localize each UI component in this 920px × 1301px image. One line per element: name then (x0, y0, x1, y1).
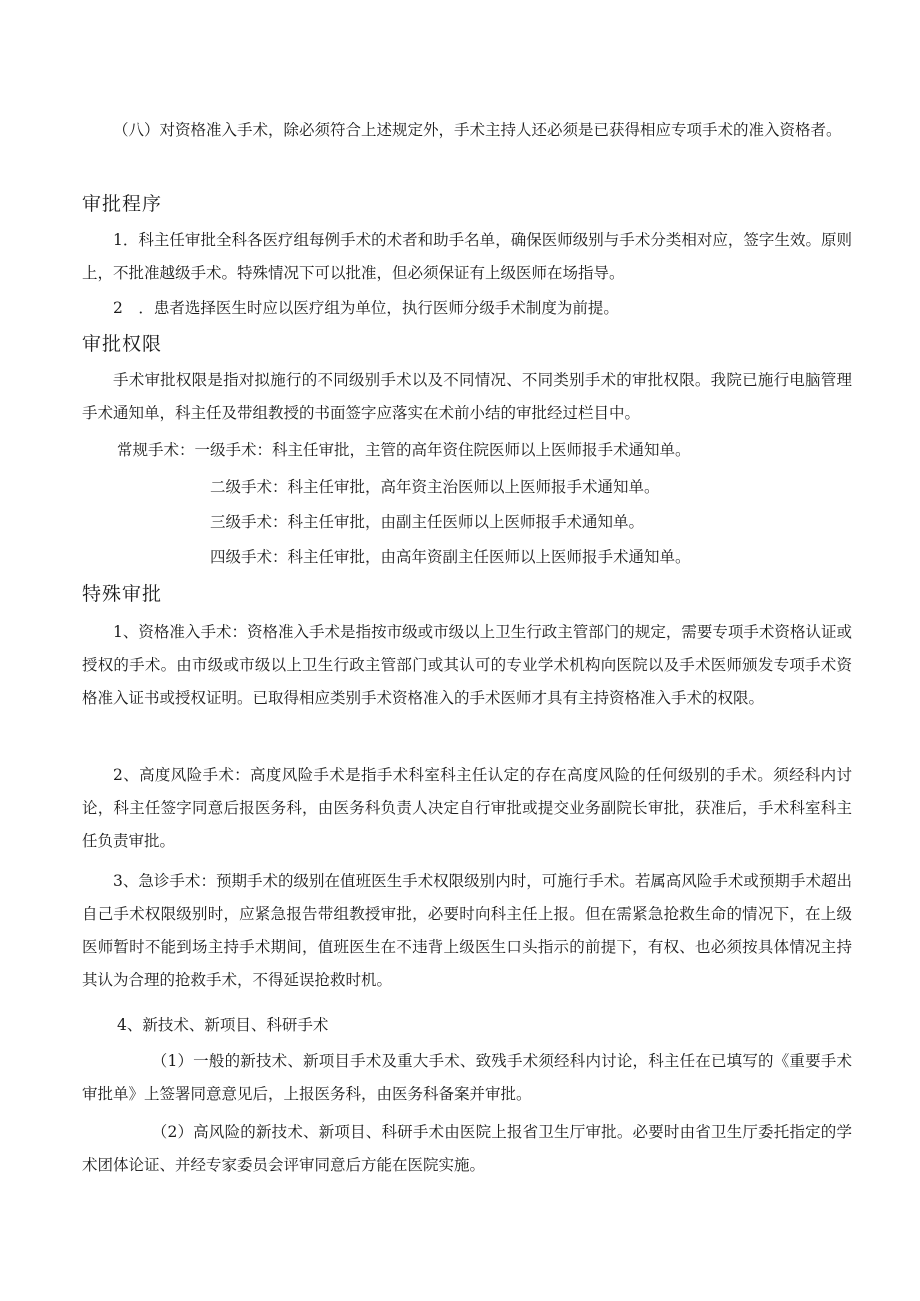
level-2-surgery: 二级手术：科主任审批，高年资主治医师以上医师报手术通知单。 (210, 478, 660, 496)
special-item-4-title: 4、新技术、新项目、科研手术 (117, 1016, 329, 1034)
special-item-4-sub-2: （2）高风险的新技术、新项目、科研手术由医院上报省卫生厅审批。必要时由省卫生厅委托指定的学术团体论证、并经专家委员会评审同意后方能在医院实施。 (82, 1123, 852, 1174)
special-item-3: 3、急诊手术：预期手术的级别在值班医生手术权限级别内时，可施行手术。若属高风险手术或预期手术超出自己手术权限级别时，应紧急报告带组教授审批，必要时向科主任上报。但在需紧急抢救生命的情况下，在上级医师暂时不能到场主持手术期间，值班医生在不违背上级医生口头指示的前提下，有权、也必须按具体情况主持其认为合理的抢救手术，不得延误抢救时机。 (82, 872, 852, 989)
routine-label: 常规手术： (117, 441, 195, 459)
level-4-surgery: 四级手术：科主任审批，由高年资副主任医师以上医师报手术通知单。 (210, 548, 691, 566)
heading-special-approval: 特殊审批 (82, 583, 163, 605)
special-item-4-sub-1: （1）一般的新技术、新项目手术及重大手术、致残手术须经科内讨论，科主任在已填写的《重要手术审批单》上签署同意意见后，上报医务科，由医务科备案并审批。 (82, 1052, 852, 1103)
heading-approval-authority: 审批权限 (82, 333, 163, 355)
level-1-surgery: 一级手术：科主任审批，主管的高年资住院医师以上医师报手术通知单。 (194, 441, 691, 459)
heading-approval-procedure: 审批程序 (82, 193, 163, 215)
authority-paragraph: 手术审批权限是指对拟施行的不同级别手术以及不同情况、不同类别手术的审批权限。我院已施行电脑管理手术通知单，科主任及带组教授的书面签字应落实在术前小结的审批经过栏目中。 (82, 371, 852, 422)
level-3-surgery: 三级手术：科主任审批，由副主任医师以上医师报手术通知单。 (210, 513, 645, 531)
routine-surgery-line (117, 434, 691, 467)
procedure-item-2: 2 ．患者选择医生时应以医疗组为单位，执行医师分级手术制度为前提。 (113, 299, 619, 317)
procedure-item-1: 1．科主任审批全科各医疗组每例手术的术者和助手名单，确保医师级别与手术分类相对应，签字生效。原则上，不批准越级手术。特殊情况下可以批准，但必须保证有上级医师在场指导。 (82, 231, 852, 282)
special-item-2: 2、高度风险手术：高度风险手术是指手术科室科主任认定的存在高度风险的任何级别的手术。须经科内讨论，科主任签字同意后报医务科，由医务科负责人决定自行审批或提交业务副院长审批，获准后，手术科室科主任负责审批。 (82, 766, 852, 850)
intro-paragraph: （八）对资格准入手术，除必须符合上述规定外，手术主持人还必须是已获得相应专项手术的准入资格者。 (113, 121, 842, 139)
special-item-1: 1、资格准入手术：资格准入手术是指按市级或市级以上卫生行政主管部门的规定，需要专项手术资格认证或授权的手术。由市级或市级以上卫生行政主管部门或其认可的专业学术机构向医院以及手术医师颁发专项手术资格准入证书或授权证明。已取得相应类别手术资格准入的手术医师才具有主持资格准入手术的权限。 (82, 623, 852, 707)
